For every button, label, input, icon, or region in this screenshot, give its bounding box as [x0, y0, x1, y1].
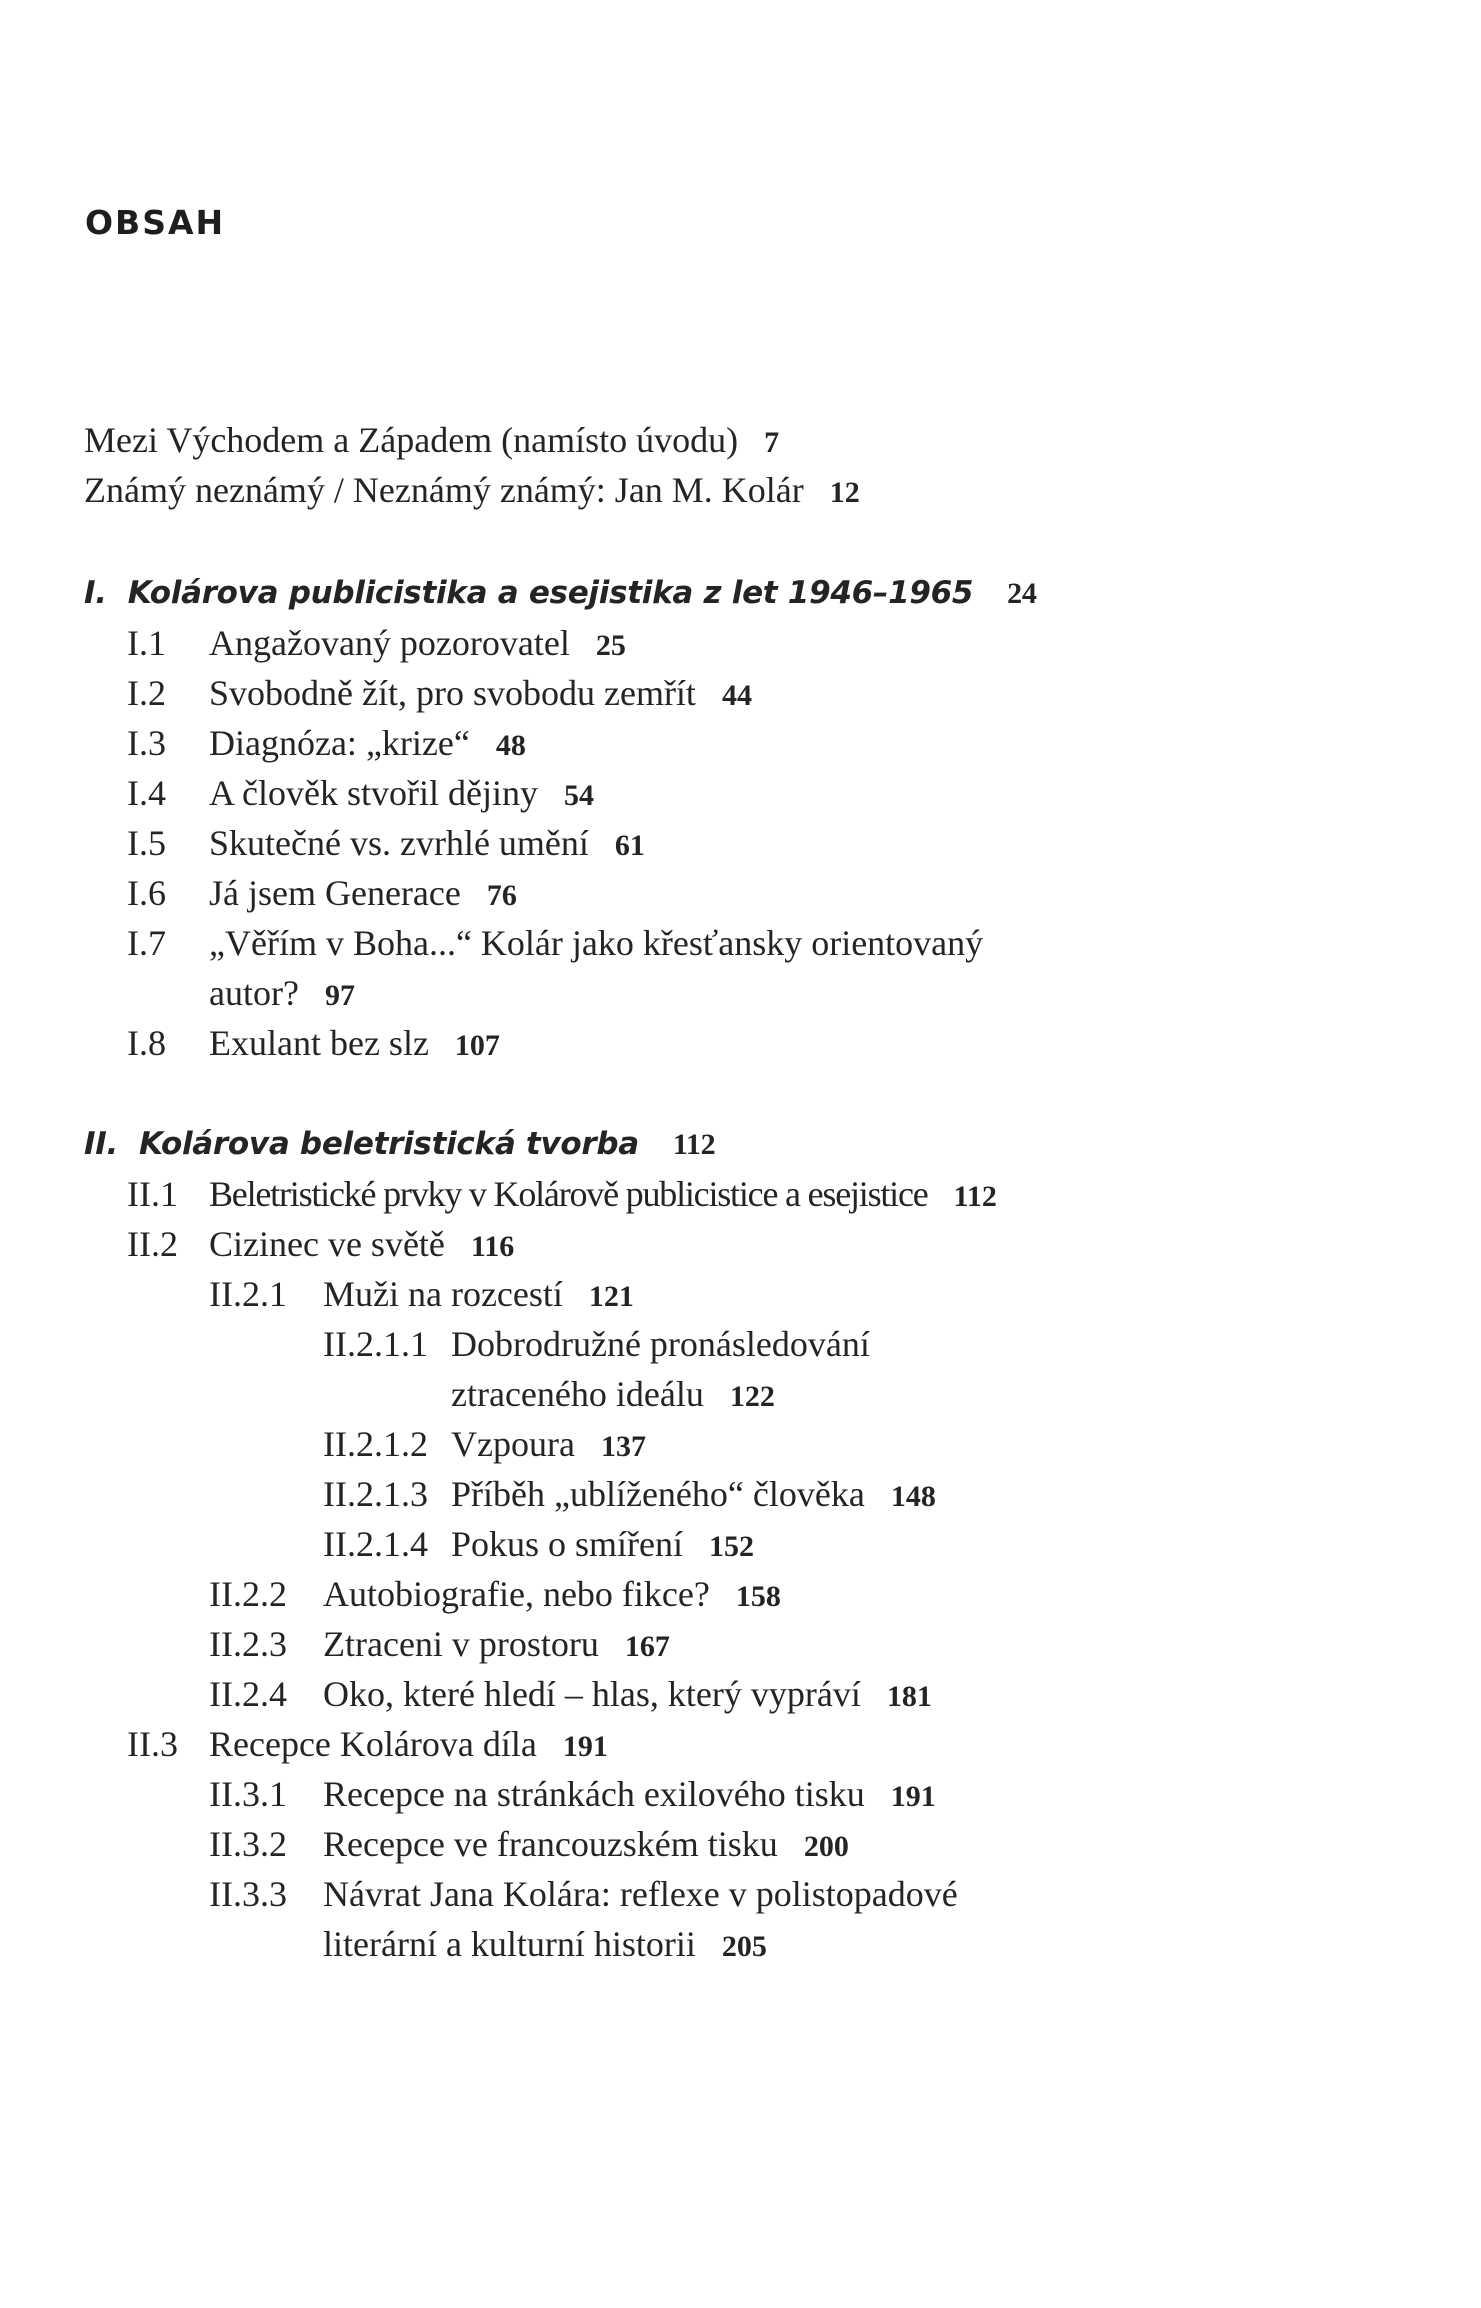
- page-number: 137: [600, 1430, 646, 1463]
- page-number: 48: [495, 729, 526, 762]
- toc-entry-title: Návrat Jana Kolára: reflexe v polistopadové: [323, 1874, 958, 1914]
- toc-entry-title: Muži na rozcestí: [323, 1274, 563, 1314]
- toc-entry-title: Cizinec ve světě: [209, 1224, 445, 1264]
- toc-entry-title: Exulant bez slz: [209, 1023, 429, 1063]
- toc-entry-continuation: [323, 1922, 767, 1969]
- chapter-number: II.2.1.4: [323, 1524, 428, 1564]
- chapter-number: II.2.4: [209, 1674, 287, 1714]
- page-number: 205: [721, 1930, 767, 1963]
- toc-entry: [451, 1422, 646, 1469]
- toc-entry-title: „Věřím v Boha...“ Kolár jako křesťansky orientovaný: [209, 923, 984, 963]
- toc-entry-intro: [84, 418, 779, 465]
- toc-entry-title: Já jsem Generace: [209, 873, 461, 913]
- toc-entry-title: Recepce Kolárova díla: [209, 1724, 537, 1764]
- toc-entry: [209, 1722, 608, 1769]
- toc-entry-title: Beletristické prvky v Kolárově publicistice a esejistice: [209, 1174, 928, 1214]
- page-number: 122: [729, 1380, 775, 1413]
- part-heading-ii: [84, 1122, 715, 1167]
- chapter-number: I.7: [127, 923, 166, 963]
- page-title: OBSAH: [85, 203, 226, 242]
- page-number: 200: [803, 1830, 849, 1863]
- toc-entry-title-cont: ztraceného ideálu: [451, 1374, 704, 1414]
- chapter-number: II.2.2: [209, 1574, 287, 1614]
- page-number: 12: [829, 476, 860, 509]
- chapter-number: II.3.3: [209, 1874, 287, 1914]
- page-number: 44: [721, 679, 752, 712]
- page-number: 112: [953, 1180, 997, 1213]
- toc-entry: [209, 821, 645, 868]
- toc-entry: [209, 721, 526, 768]
- toc-entry: [209, 871, 517, 918]
- chapter-number: I.3: [127, 723, 166, 763]
- toc-entry-title: Oko, které hledí – hlas, který vypráví: [323, 1674, 861, 1714]
- toc-entry-title: Recepce ve francouzském tisku: [323, 1824, 778, 1864]
- toc-entry-title: Mezi Východem a Západem (namísto úvodu): [84, 420, 739, 460]
- page-number: 61: [614, 829, 645, 862]
- page-number: 191: [562, 1730, 608, 1763]
- toc-entry-title: Dobrodružné pronásledování: [451, 1324, 870, 1364]
- toc-entry-title: Vzpoura: [451, 1424, 575, 1464]
- toc-entry: [209, 1021, 500, 1068]
- toc-entry-title-cont: literární a kulturní historii: [323, 1924, 696, 1964]
- toc-entry: [323, 1822, 849, 1869]
- toc-entry: [323, 1772, 936, 1819]
- page-number: 112: [672, 1128, 716, 1161]
- page-number: 152: [709, 1530, 755, 1563]
- page-number: 121: [588, 1280, 634, 1313]
- page-number: 116: [470, 1230, 515, 1263]
- toc-entry-title: Pokus o smíření: [451, 1524, 684, 1564]
- toc-entry-title: Recepce na stránkách exilového tisku: [323, 1774, 865, 1814]
- page-number: 167: [624, 1630, 670, 1663]
- toc-entry: [451, 1322, 870, 1366]
- chapter-number: II.3.2: [209, 1824, 287, 1864]
- page-number: 54: [563, 779, 594, 812]
- part-heading-i: [84, 571, 1037, 616]
- chapter-number: II.3: [127, 1724, 178, 1764]
- page-number: 148: [890, 1480, 936, 1513]
- toc-entry-title: Skutečné vs. zvrhlé umění: [209, 823, 589, 863]
- chapter-number: I.2: [127, 673, 166, 713]
- toc-entry: [209, 771, 594, 818]
- chapter-number: I.8: [127, 1023, 166, 1063]
- page-number: 24: [1007, 577, 1037, 610]
- toc-entry-kolar: [84, 468, 860, 515]
- chapter-number: I.5: [127, 823, 166, 863]
- toc-entry: [209, 1222, 514, 1269]
- chapter-number: II.2: [127, 1224, 178, 1264]
- toc-entry: [209, 671, 752, 718]
- toc-entry: [209, 921, 983, 965]
- chapter-number: II.2.1.3: [323, 1474, 428, 1514]
- toc-entry: [323, 1272, 634, 1319]
- toc-entry-title: A člověk stvořil dějiny: [209, 773, 538, 813]
- chapter-number: II.2.1: [209, 1274, 287, 1314]
- part-number: II.: [84, 1126, 118, 1162]
- part-title: Kolárova publicistika a esejistika z let 1946–1965: [127, 575, 974, 611]
- toc-entry-title: Známý neznámý / Neznámý známý: Jan M. Kolár: [84, 470, 804, 510]
- toc-entry-continuation: [209, 971, 355, 1018]
- chapter-number: I.1: [127, 623, 166, 663]
- toc-entry: [209, 621, 626, 668]
- chapter-number: II.2.1.1: [323, 1324, 428, 1364]
- toc-entry-title: Angažovaný pozorovatel: [209, 623, 570, 663]
- page-number: 25: [595, 629, 626, 662]
- toc-entry-title: Svobodně žít, pro svobodu zemřít: [209, 673, 696, 713]
- toc-entry: [323, 1622, 670, 1669]
- page-number: 107: [454, 1029, 500, 1062]
- page-number: 181: [886, 1680, 932, 1713]
- chapter-number: I.6: [127, 873, 166, 913]
- toc-entry-title: Diagnóza: „krize“: [209, 723, 470, 763]
- page-number: 7: [764, 426, 780, 459]
- toc-entry: [323, 1572, 781, 1619]
- page-number: 76: [486, 879, 517, 912]
- page-number: 97: [324, 979, 355, 1012]
- toc-entry: [323, 1872, 958, 1916]
- toc-entry: [323, 1672, 932, 1719]
- toc-entry: [451, 1472, 936, 1519]
- chapter-number: II.2.1.2: [323, 1424, 428, 1464]
- toc-entry-title-cont: autor?: [209, 973, 299, 1013]
- toc-entry-continuation: [451, 1372, 775, 1419]
- toc-entry-title: Ztraceni v prostoru: [323, 1624, 599, 1664]
- page-number: 158: [735, 1580, 781, 1613]
- chapter-number: II.1: [127, 1174, 178, 1214]
- toc-entry-title: Autobiografie, nebo fikce?: [323, 1574, 710, 1614]
- toc-entry-title: Příběh „ublíženého“ člověka: [451, 1474, 865, 1514]
- chapter-number: II.2.3: [209, 1624, 287, 1664]
- page-number: 191: [890, 1780, 936, 1813]
- toc-entry: [451, 1522, 754, 1569]
- chapter-number: II.3.1: [209, 1774, 287, 1814]
- part-number: I.: [84, 575, 107, 611]
- part-title: Kolárova beletristická tvorba: [138, 1126, 639, 1162]
- chapter-number: I.4: [127, 773, 166, 813]
- toc-entry: [209, 1172, 997, 1219]
